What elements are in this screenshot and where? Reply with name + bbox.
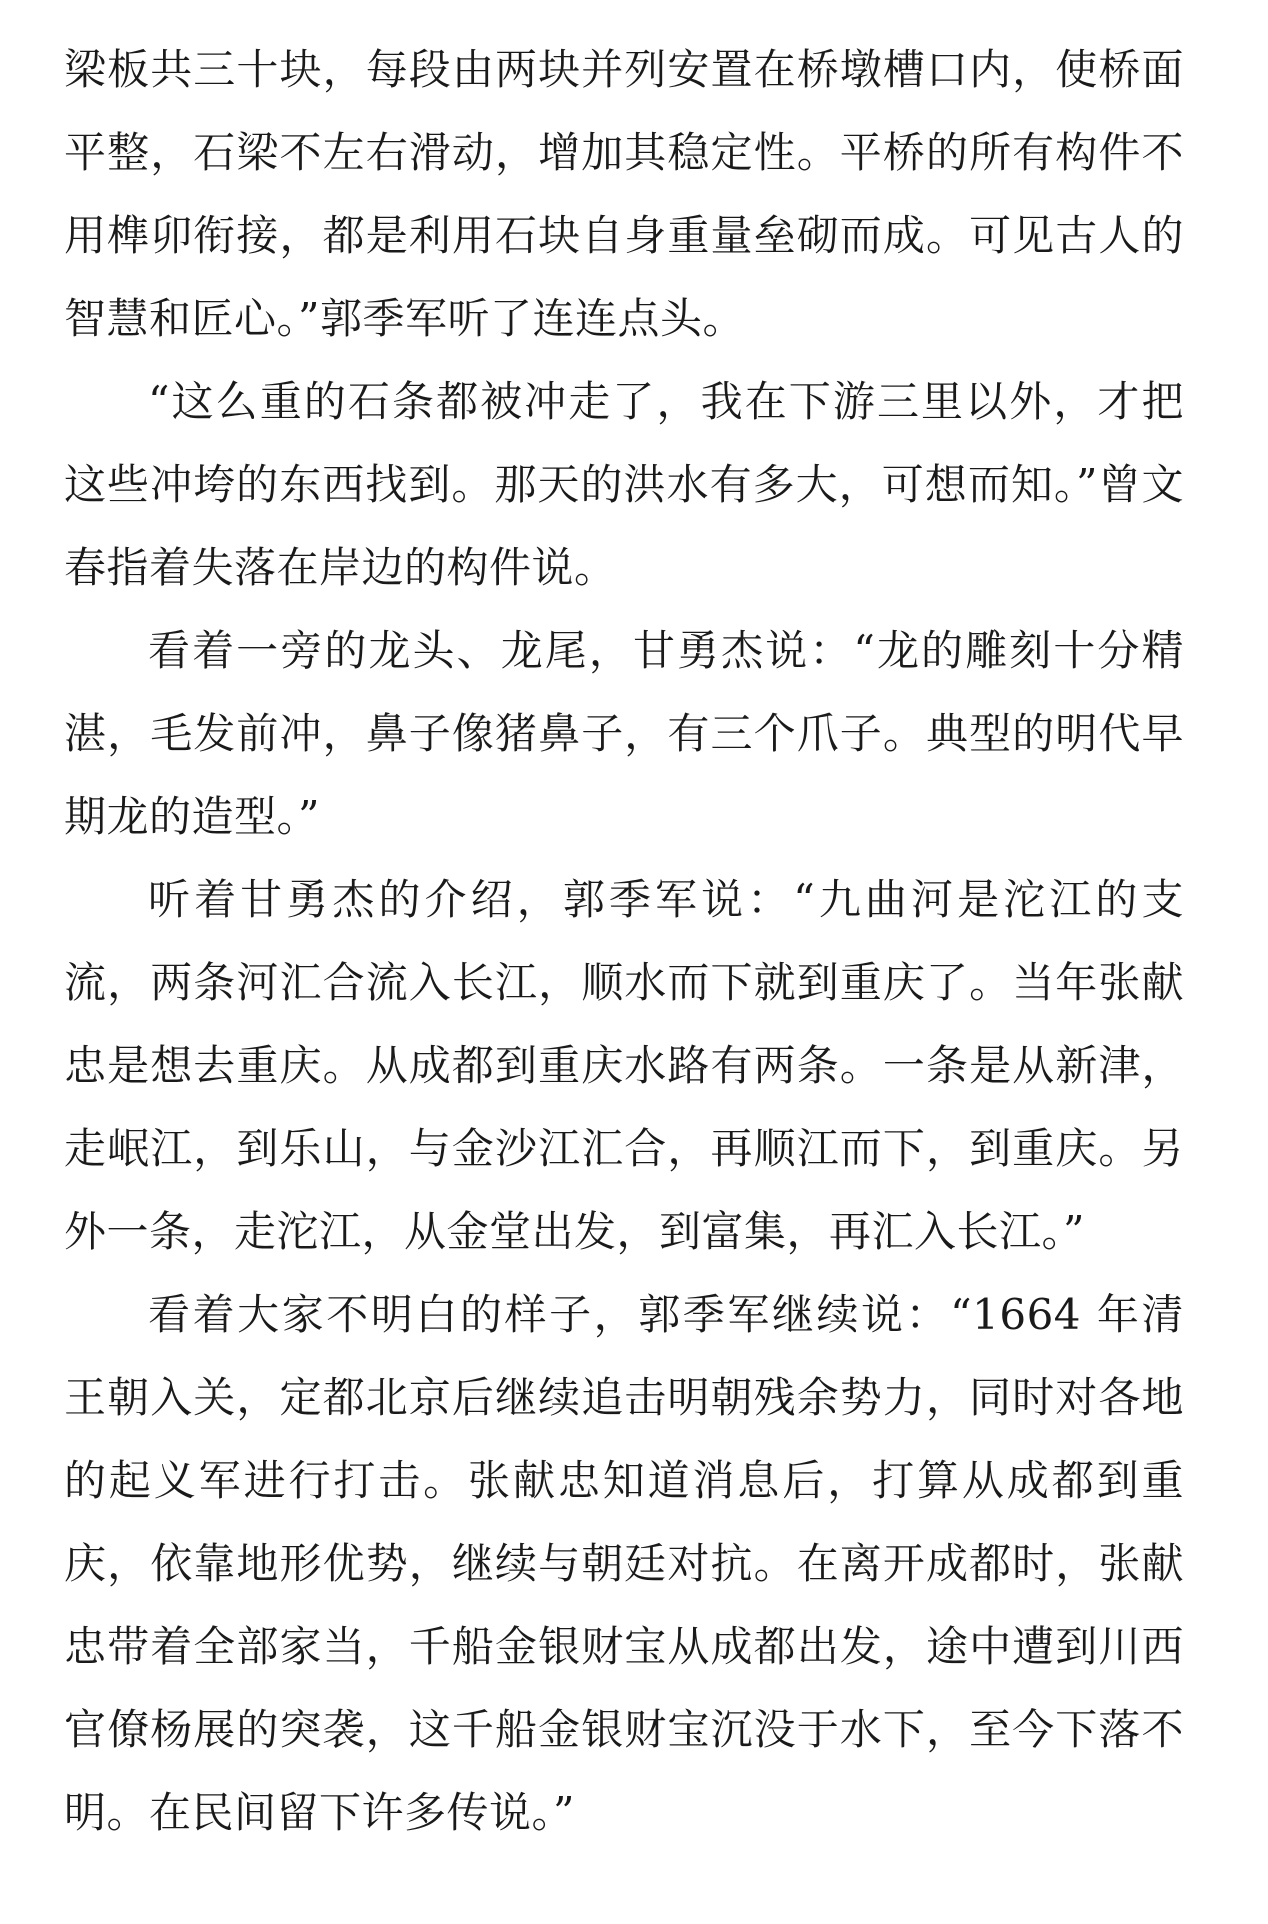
paragraph-zhang-xianzhong: 看着大家不明白的样子，郭季军继续说：“1664 年清王朝入关，定都北京后继续追击明朝残余势力，同时对各地的起义军进行打击。张献忠知道消息后，打算从成都到重庆，依靠地形优势，继续与朝廷对抗。在离开成都时，张献忠带着全部家当，千船金银财宝从成都出发，途中遭到川西官僚杨展的突袭，这千船金银财宝沉没于水下，至今下落不明。在民间留下许多传说。” [64, 1290, 1184, 1837]
paragraph-continued: 梁板共三十块，每段由两块并列安置在桥墩槽口内，使桥面平整，石梁不左右滑动，增加其稳定性。平桥的所有构件不用榫卯衔接，都是利用石块自身重量垒砌而成。可见古人的智慧和匠心。”郭季军听了连连点头。 [64, 45, 1184, 343]
body-text [64, 28, 1184, 1854]
paragraph-gan-yongjie: 看着一旁的龙头、龙尾，甘勇杰说：“龙的雕刻十分精湛，毛发前冲，鼻子像猪鼻子，有三个爪子。典型的明代早期龙的造型。” [64, 626, 1184, 841]
paragraph-jiuqu-river: 听着甘勇杰的介绍，郭季军说：“九曲河是沱江的支流，两条河汇合流入长江，顺水而下就到重庆了。当年张献忠是想去重庆。从成都到重庆水路有两条。一条是从新津，走岷江，到乐山，与金沙江汇合，再顺江而下，到重庆。另外一条，走沱江，从金堂出发，到富集，再汇入长江。” [64, 875, 1184, 1256]
paragraph-zeng-wenchun: “这么重的石条都被冲走了，我在下游三里以外，才把这些冲垮的东西找到。那天的洪水有多大，可想而知。”曾文春指着失落在岸边的构件说。 [64, 377, 1184, 592]
